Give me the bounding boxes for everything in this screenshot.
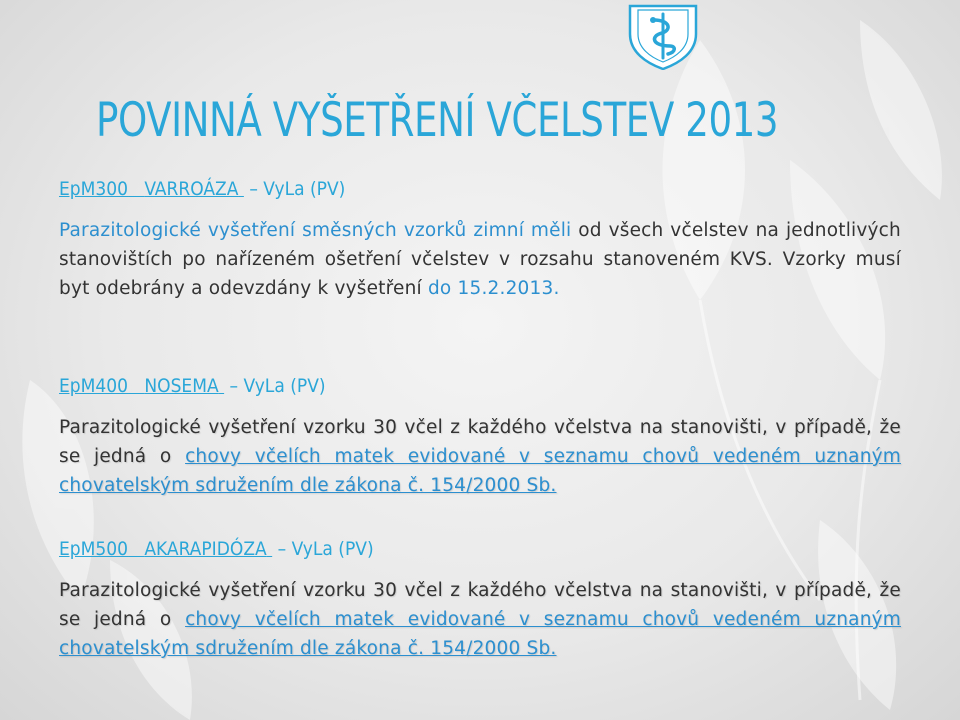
section-name: NOSEMA	[144, 375, 219, 397]
section-heading	[59, 374, 901, 398]
section-epm400	[59, 374, 901, 500]
section-suffix: – VyLa (PV)	[277, 538, 374, 560]
paragraph-body: od všech včelstev na jednotlivých stanovištích po nařízeném ošetření včelstev v rozsahu stanoveném KVS. Vzorky musí byt odebrány a odevzdány k vyšetření	[59, 220, 901, 299]
section-code: EpM300	[59, 178, 129, 200]
section-paragraph	[59, 216, 901, 303]
section-epm500	[59, 537, 901, 663]
paragraph-body: Parazitologické vyšetření vzorku 30 včel z každého včelstva na stanovišti, v případě, že se jedná o	[59, 580, 901, 630]
slide-title: POVINNÁ VYŠETŘENÍ VČELSTEV 2013	[96, 93, 779, 148]
section-name: AKARAPIDÓZA	[144, 538, 267, 560]
section-code: EpM400	[59, 375, 129, 397]
veterinary-snake-logo-icon	[624, 0, 702, 70]
section-epm300	[59, 177, 901, 303]
section-heading	[59, 177, 901, 201]
paragraph-link[interactable]: chovy včelích matek evidované v seznamu chovů vedeném uznaným chovatelským sdružením dle zákona č. 154/2000 Sb.	[59, 446, 901, 496]
paragraph-highlight: Parazitologické vyšetření směsných vzorků zimní měli	[59, 220, 572, 241]
section-heading	[59, 537, 901, 561]
paragraph-link[interactable]: chovy včelích matek evidované v seznamu chovů vedeném uznaným chovatelským sdružením dle zákona č. 154/2000 Sb.	[59, 609, 901, 659]
paragraph-deadline: do 15.2.2013.	[427, 278, 560, 299]
section-suffix: – VyLa (PV)	[249, 178, 346, 200]
section-code: EpM500	[59, 538, 129, 560]
section-name: VARROÁZA	[144, 178, 239, 200]
paragraph-body: Parazitologické vyšetření vzorku 30 včel z každého včelstva na stanovišti, v případě, že se jedná o	[59, 417, 901, 467]
section-paragraph	[59, 413, 901, 500]
section-suffix: – VyLa (PV)	[229, 375, 326, 397]
section-paragraph	[59, 576, 901, 663]
